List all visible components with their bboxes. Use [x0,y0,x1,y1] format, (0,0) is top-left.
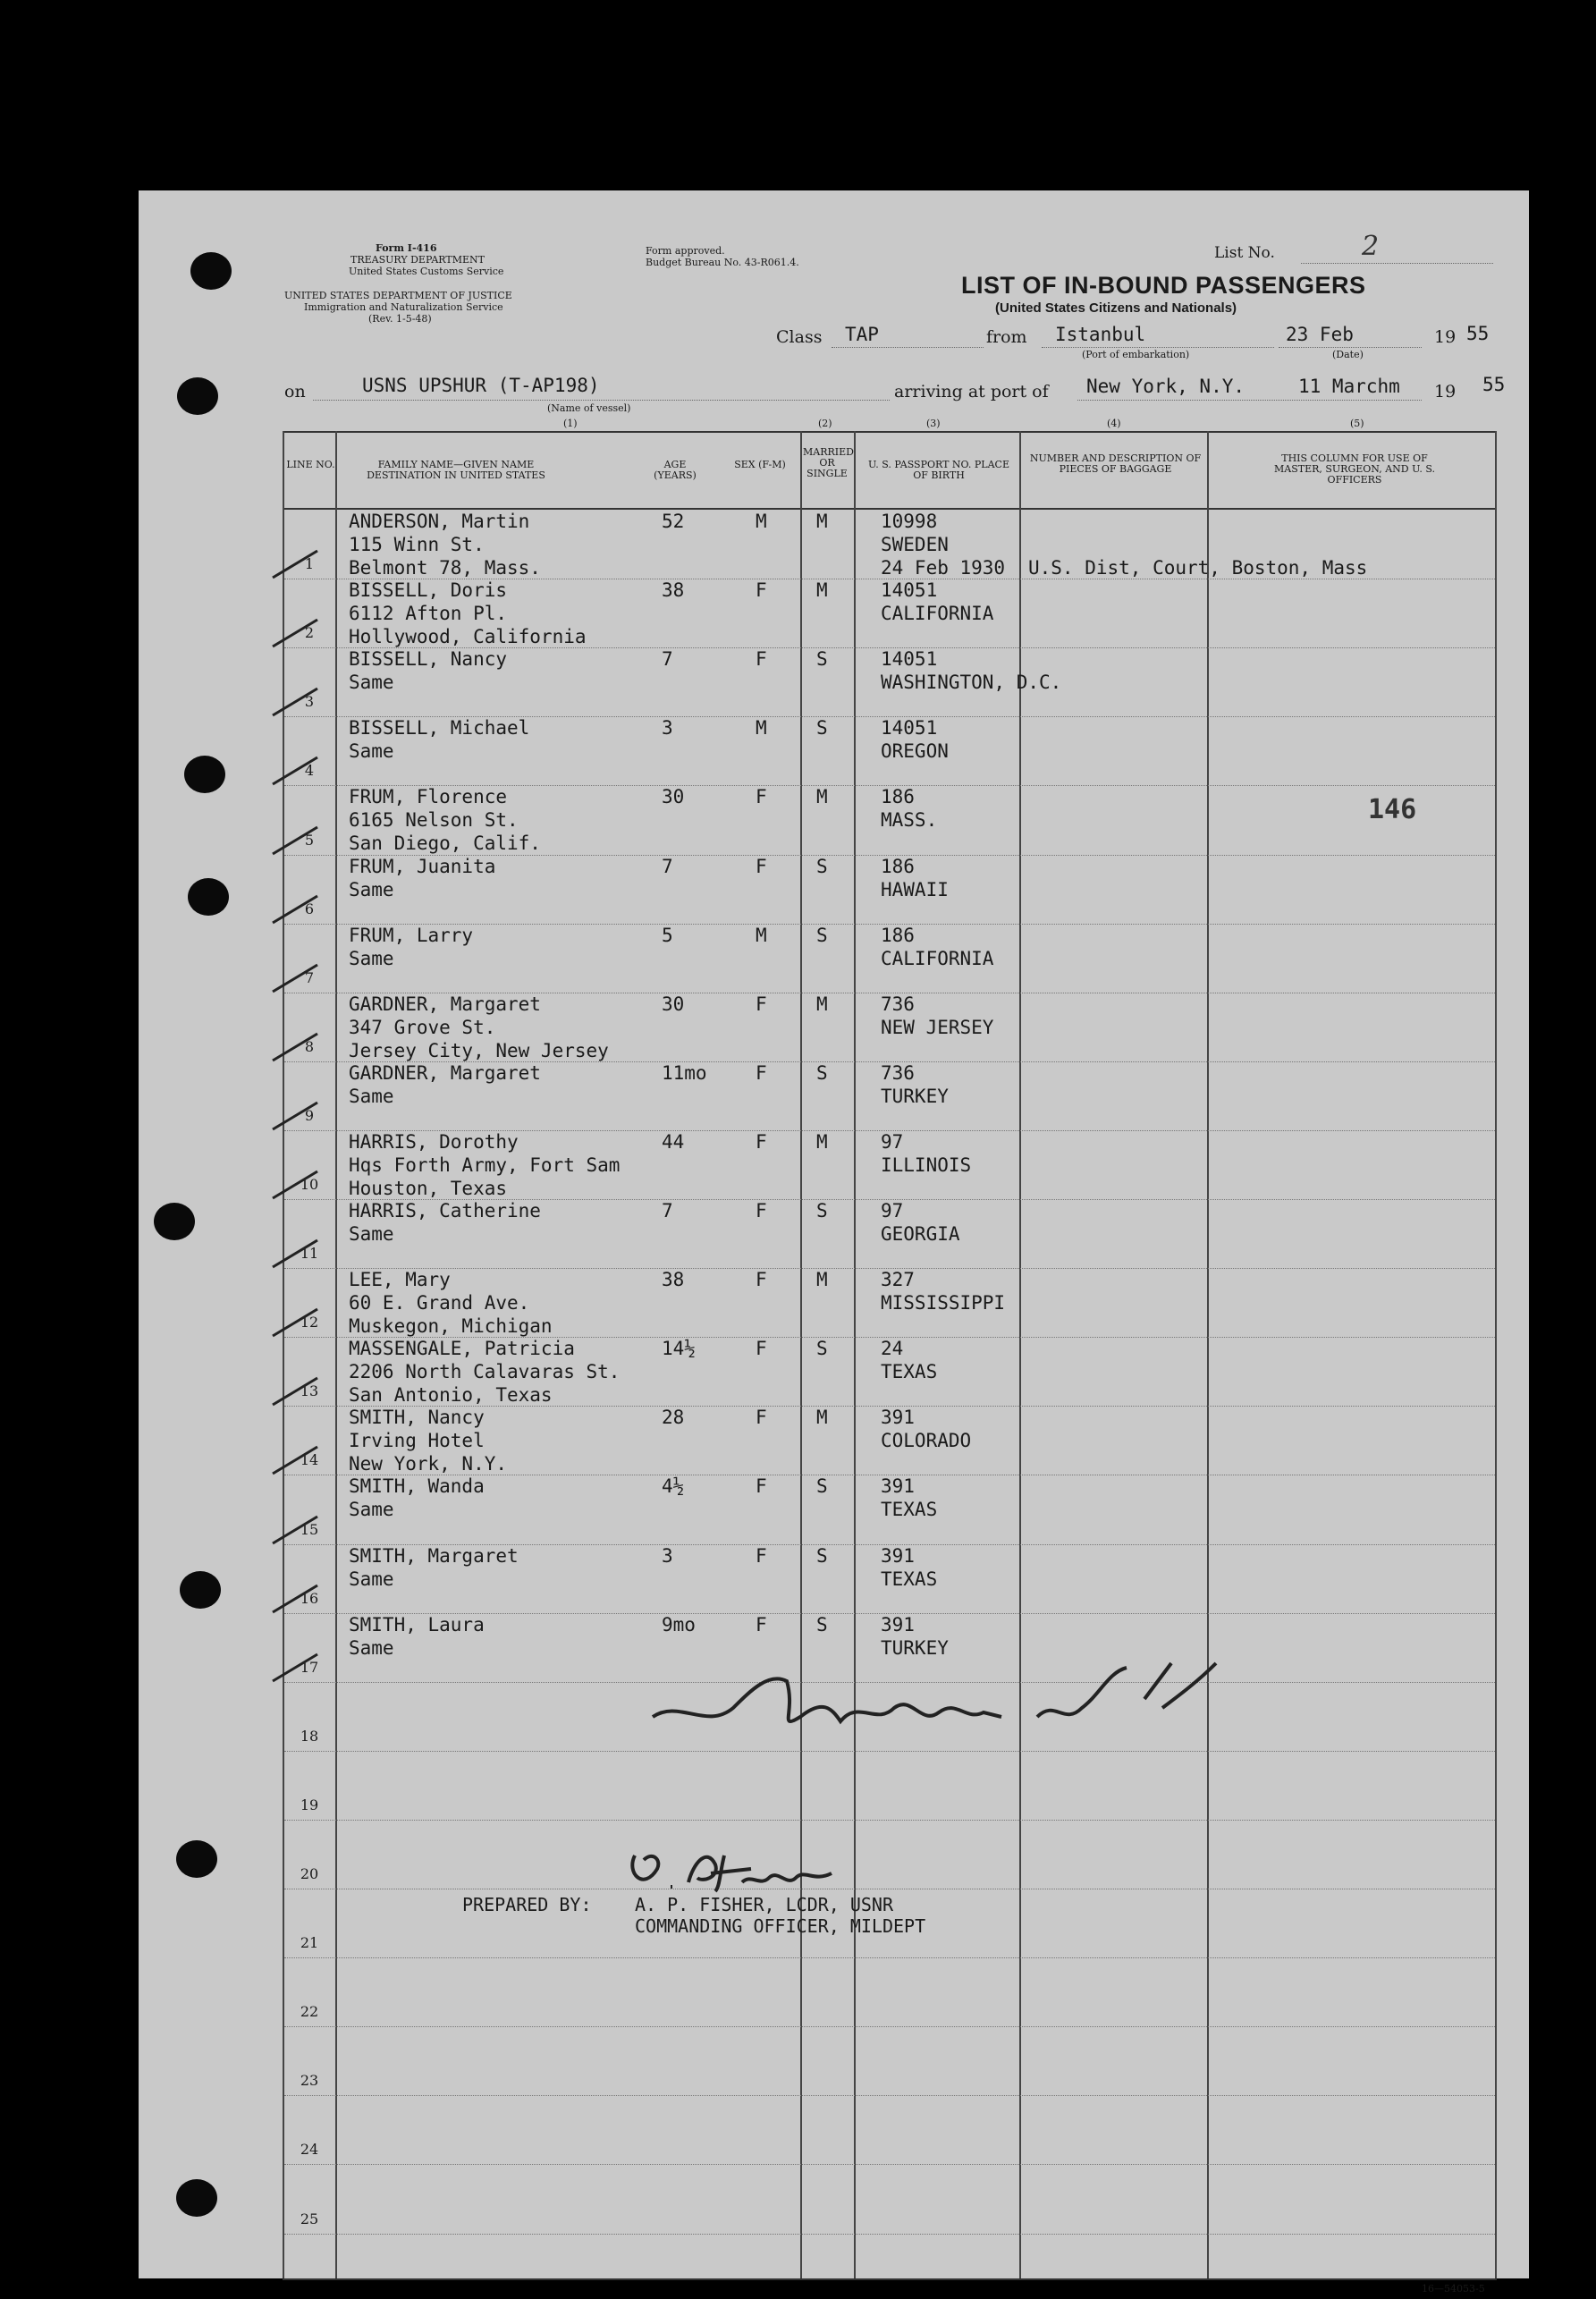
place-of-birth: TEXAS [881,1499,938,1521]
vessel-name: USNS UPSHUR (T-AP198) [362,375,600,396]
punch-hole [177,377,218,415]
passenger-age: 7 [662,648,673,671]
passenger-sex: F [756,1061,767,1084]
passenger-sex: F [756,1269,767,1291]
line-number: 10 [300,1176,319,1193]
check-mark-icon [268,960,322,996]
year-1: 55 [1466,323,1490,344]
passenger-sex: F [756,1475,767,1498]
check-mark-icon [268,1167,322,1203]
destination-line-1: Same [349,1085,394,1107]
passenger-age: 7 [662,855,673,877]
passenger-age: 30 [662,993,685,1015]
destination-line-1: Same [349,947,394,969]
passport-date: 24 Feb 1930 [881,557,1006,579]
punch-hole [190,252,232,290]
line-number: 1 [304,555,315,573]
col-number-4: (4) [1107,418,1121,429]
destination-line-1: 115 Winn St. [349,534,485,555]
col-sex: SEX (F-M) [734,459,786,470]
list-no-value: 2 [1362,231,1380,262]
place-of-birth: WASHINGTON, D.C. [881,672,1062,694]
passenger-age: 44 [662,1130,685,1153]
check-mark-icon [268,615,322,651]
place-of-birth: COLORADO [881,1430,972,1452]
col-number-2: (2) [818,418,832,429]
passenger-name: SMITH, Margaret [349,1544,519,1567]
passport-number: 736 [881,1061,915,1084]
row-separator [284,1751,1495,1752]
date-caption: (Date) [1332,349,1364,360]
arriving-label: arriving at port of [894,382,1049,401]
line-number: 11 [300,1245,319,1263]
passport-number: 391 [881,1407,915,1429]
officer-note: 146 [1368,794,1417,825]
line-number: 8 [304,1037,315,1055]
check-mark-icon [268,1442,322,1478]
destination-line-1: Same [349,1568,394,1590]
passenger-age: 28 [662,1407,685,1429]
place-of-birth: TEXAS [881,1568,938,1590]
treasury-dept: TREASURY DEPARTMENT [350,254,485,266]
marital-status: S [816,924,828,946]
passenger-name: GARDNER, Margaret [349,993,541,1015]
line-number: 5 [304,831,315,849]
col-passport: U. S. PASSPORT NO. PLACE OF BIRTH [867,459,1010,481]
marital-status: S [816,1544,828,1567]
passenger-age: 38 [662,579,685,602]
passenger-name: FRUM, Larry [349,924,474,946]
destination-line-2: San Antonio, Texas [349,1384,553,1407]
line-number: 24 [300,2141,319,2159]
passenger-name: LEE, Mary [349,1269,451,1291]
place-of-birth: TEXAS [881,1361,938,1383]
marital-status: M [816,511,828,532]
destination-line-2: Jersey City, New Jersey [349,1039,609,1061]
passenger-name: ANDERSON, Martin [349,511,530,532]
passport-number: 97 [881,1200,904,1221]
passenger-name: FRUM, Juanita [349,855,496,877]
justice-dept: UNITED STATES DEPARTMENT OF JUSTICE [284,290,512,301]
from-label: from [986,327,1027,347]
passenger-age: 30 [662,786,685,808]
line-number: 13 [300,1382,319,1400]
line-number: 7 [304,968,315,986]
passport-number: 186 [881,855,915,877]
passport-number: 391 [881,1475,915,1498]
place-of-birth: GEORGIA [881,1223,960,1245]
destination-line-2: New York, N.Y. [349,1453,508,1475]
row-separator [284,2164,1495,2165]
passport-number: 14051 [881,579,938,602]
budget-bureau: Budget Bureau No. 43-R061.4. [646,257,799,268]
passport-number: 24 [881,1338,904,1360]
passport-number: 186 [881,924,915,946]
place-of-birth: NEW JERSEY [881,1016,994,1038]
line-number: 3 [304,693,315,711]
check-mark-icon [268,1305,322,1340]
customs-service: United States Customs Service [349,266,504,277]
passenger-name: BISSELL, Michael [349,717,530,740]
line-number: 22 [300,2003,319,2021]
marital-status: S [816,717,828,740]
passenger-age: 7 [662,1200,673,1221]
passenger-age: 3 [662,717,673,740]
class-value: TAP [845,324,879,345]
passport-number: 186 [881,786,915,808]
marital-status: M [816,1407,828,1429]
destination-line-2: Belmont 78, Mass. [349,557,541,579]
punch-hole [176,1840,217,1878]
passenger-sex: F [756,1613,767,1636]
year-prefix-1: 19 [1434,327,1457,347]
passenger-name: MASSENGALE, Patricia [349,1338,575,1360]
passport-number: 14051 [881,717,938,740]
line-number: 4 [304,762,315,780]
port-embarkation: Istanbul [1055,324,1146,345]
line-number: 20 [300,1865,319,1882]
passenger-sex: M [756,511,767,532]
marital-status: M [816,786,828,808]
row-separator [284,2026,1495,2027]
passenger-sex: F [756,648,767,671]
place-of-birth: CALIFORNIA [881,947,994,969]
year-prefix-2: 19 [1434,382,1457,401]
check-mark-icon [268,1029,322,1065]
passenger-age: 3 [662,1544,673,1567]
marital-status: S [816,1338,828,1360]
prepared-by-title: COMMANDING OFFICER, MILDEPT [635,1915,926,1937]
place-of-birth: SWEDEN [881,534,949,555]
destination-line-2: Muskegon, Michigan [349,1315,553,1338]
line-number: 19 [300,1796,319,1813]
passenger-sex: F [756,1130,767,1153]
destination-line-1: Irving Hotel [349,1430,485,1452]
passenger-age: 4½ [662,1475,685,1498]
col-baggage: NUMBER AND DESCRIPTION OF PIECES OF BAGGAGE [1029,452,1202,475]
passenger-name: BISSELL, Nancy [349,648,508,671]
row-separator [284,1820,1495,1821]
passenger-sex: F [756,1200,767,1221]
passenger-sex: M [756,924,767,946]
passport-number: 10998 [881,511,938,532]
marital-status: M [816,579,828,602]
passport-number: 391 [881,1613,915,1636]
marital-status: S [816,855,828,877]
marital-status: S [816,1475,828,1498]
passenger-sex: F [756,1338,767,1360]
fisher-signature [617,1838,849,1900]
line-number: 21 [300,1934,319,1952]
passport-number: 14051 [881,648,938,671]
punch-hole [188,878,229,916]
passenger-name: FRUM, Florence [349,786,508,808]
place-of-birth: TURKEY [881,1636,949,1659]
page-subtitle: (United States Citizens and Nationals) [995,300,1237,316]
punch-hole [154,1203,195,1240]
line-number: 15 [300,1520,319,1538]
passenger-sex: F [756,579,767,602]
passenger-sex: F [756,855,767,877]
check-mark-icon [268,1373,322,1409]
passport-number: 97 [881,1130,904,1153]
passenger-name: HARRIS, Catherine [349,1200,541,1221]
passenger-sex: F [756,1544,767,1567]
destination-line-1: Same [349,1223,394,1245]
destination-line-1: Hqs Forth Army, Fort Sam [349,1154,621,1176]
passenger-sex: F [756,1407,767,1429]
form-number: Form I-416 [376,242,437,254]
arrival-date: 11 Marchm [1298,376,1400,397]
page-title: LIST OF IN-BOUND PASSENGERS [961,272,1366,299]
check-mark-icon [268,546,322,582]
marital-status: M [816,1130,828,1153]
passenger-name: BISSELL, Doris [349,579,508,602]
check-mark-icon [268,1236,322,1272]
form-approved: Form approved. [646,245,725,257]
passenger-age: 52 [662,511,685,532]
footer-code: 16—54053-5 [1422,2283,1485,2295]
col-name: FAMILY NAME—GIVEN NAME DESTINATION IN UNITED STATES [367,459,545,481]
baggage-note: U.S. Dist, Court, Boston, Mass [1028,557,1368,579]
prepared-by-label: PREPARED BY: [462,1894,592,1915]
list-no-label: List No. [1214,244,1275,262]
marital-status: S [816,1613,828,1636]
year-2: 55 [1482,374,1506,395]
col-married: MARRIED OR SINGLE [803,446,854,479]
inspector-signature [644,1645,1234,1744]
class-label: Class [776,327,823,347]
row-separator [284,1957,1495,1958]
destination-line-1: Same [349,1636,394,1659]
check-mark-icon [268,823,322,858]
col-officers: THIS COLUMN FOR USE OF MASTER, SURGEON, AND U. S. OFFICERS [1273,452,1435,486]
check-mark-icon [268,1650,322,1686]
col-number-1: (1) [563,418,578,429]
passenger-sex: F [756,786,767,808]
punch-hole [184,756,225,793]
passenger-sex: F [756,993,767,1015]
passport-number: 391 [881,1544,915,1567]
passenger-age: 14½ [662,1338,696,1360]
destination-line-1: Same [349,672,394,694]
manifest-page [139,190,1529,2278]
destination-line-2: San Diego, Calif. [349,833,541,855]
place-of-birth: OREGON [881,740,949,763]
marital-status: M [816,993,828,1015]
passenger-sex: M [756,717,767,740]
destination-line-1: 6112 Afton Pl. [349,603,508,625]
passenger-age: 9mo [662,1613,696,1636]
col-number-3: (3) [926,418,941,429]
check-mark-icon [268,892,322,927]
place-of-birth: MISSISSIPPI [881,1292,1006,1314]
passenger-name: SMITH, Laura [349,1613,485,1636]
passport-number: 327 [881,1269,915,1291]
revision: (Rev. 1-5-48) [368,313,432,325]
passenger-name: GARDNER, Margaret [349,1061,541,1084]
destination-line-2: Hollywood, California [349,626,587,648]
on-label: on [284,382,306,401]
place-of-birth: TURKEY [881,1085,949,1107]
passenger-name: HARRIS, Dorothy [349,1130,519,1153]
line-number: 9 [304,1106,315,1124]
destination-line-2: Houston, Texas [349,1177,508,1199]
line-number: 16 [300,1589,319,1607]
place-of-birth: HAWAII [881,878,949,900]
line-number: 18 [300,1727,319,1745]
line-number: 12 [300,1314,319,1331]
vessel-caption: (Name of vessel) [547,402,631,414]
passport-number: 736 [881,993,915,1015]
passenger-age: 11mo [662,1061,707,1084]
line-number: 17 [300,1658,319,1676]
check-mark-icon [268,1512,322,1548]
place-of-birth: MASS. [881,809,938,832]
ins-service: Immigration and Naturalization Service [304,301,503,313]
destination-line-1: Same [349,878,394,900]
destination-line-1: 6165 Nelson St. [349,809,519,832]
punch-hole [176,2179,217,2217]
row-separator [284,2095,1495,2096]
marital-status: S [816,1061,828,1084]
passenger-name: SMITH, Wanda [349,1475,485,1498]
marital-status: S [816,648,828,671]
place-of-birth: CALIFORNIA [881,603,994,625]
check-mark-icon [268,753,322,789]
line-number: 14 [300,1451,319,1469]
passenger-name: SMITH, Nancy [349,1407,485,1429]
line-number: 6 [304,900,315,917]
prepared-by-name: A. P. FISHER, LCDR, USNR [635,1894,893,1915]
passenger-age: 5 [662,924,673,946]
place-of-birth: ILLINOIS [881,1154,972,1176]
check-mark-icon [268,684,322,720]
embark-date: 23 Feb [1286,324,1354,345]
port-embark-caption: (Port of embarkation) [1082,349,1190,360]
destination-line-1: 347 Grove St. [349,1016,496,1038]
destination-line-1: Same [349,740,394,763]
check-mark-icon [268,1098,322,1134]
destination-line-1: 60 E. Grand Ave. [349,1292,530,1314]
line-number: 2 [304,624,315,642]
col-number-5: (5) [1350,418,1364,429]
arrival-port: New York, N.Y. [1086,376,1246,397]
marital-status: M [816,1269,828,1291]
row-separator [284,2234,1495,2235]
line-number: 23 [300,2072,319,2090]
col-line-no: LINE NO. [286,459,335,470]
destination-line-1: Same [349,1499,394,1521]
passenger-age: 38 [662,1269,685,1291]
col-age: AGE (YEARS) [654,459,697,481]
marital-status: S [816,1200,828,1221]
punch-hole [180,1571,221,1609]
line-number: 25 [300,2210,319,2227]
check-mark-icon [268,1581,322,1617]
destination-line-1: 2206 North Calavaras St. [349,1361,621,1383]
